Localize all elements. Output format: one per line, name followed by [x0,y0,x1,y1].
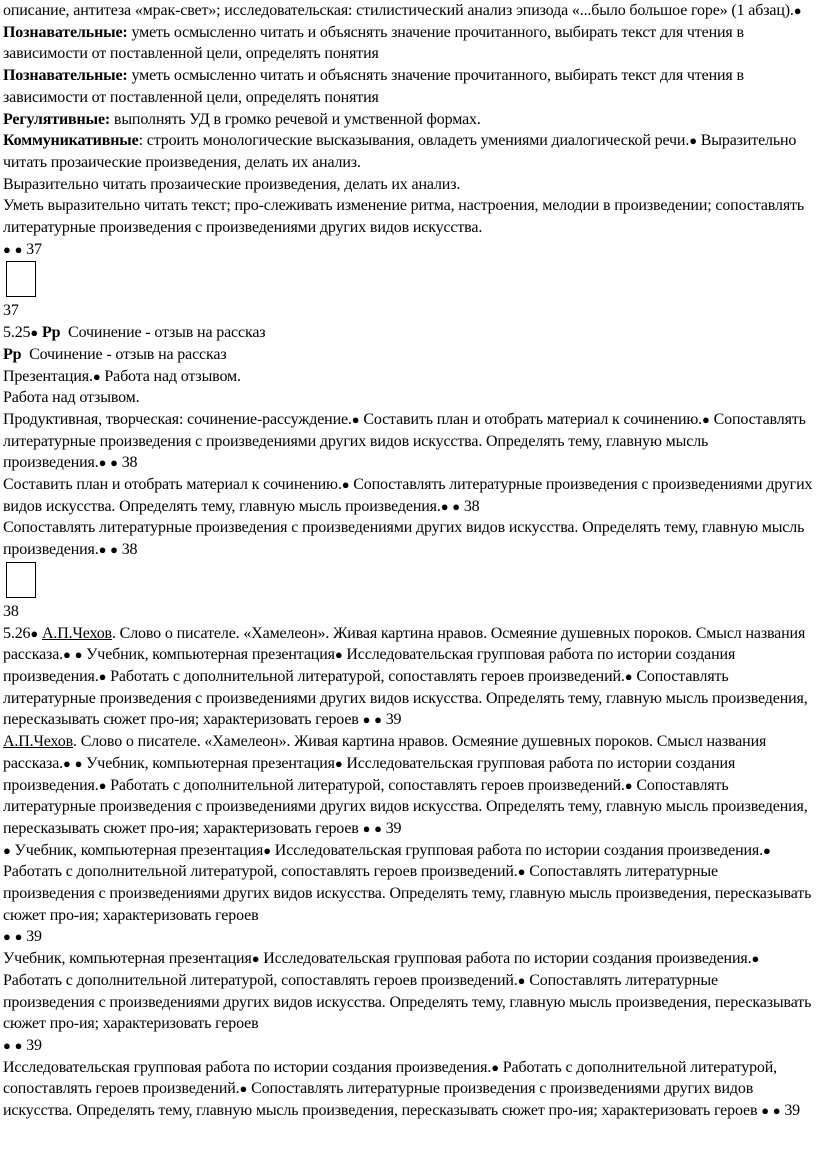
bullet-icon: ● [98,777,107,793]
lesson-title: Сочинение - отзыв на рассказ [29,345,227,363]
author-link[interactable]: А.П.Чехов [41,624,112,642]
lesson-heading [3,322,813,344]
bullet-icon: ● [74,755,83,771]
text: Составить план и отобрать материал к сочинению. [3,476,342,494]
text: Сопоставлять литературные произведения с произведениями других видов искусства. Определять тему, главную мысль произведения. [3,476,813,515]
text: Исследовательская групповая работа по истории создания произведения. [3,1058,492,1076]
bullet-icon: ● [30,325,39,341]
lesson-heading [3,623,813,732]
paragraph [3,948,813,1057]
text: Исследовательская групповая работа по истории создания произведения. [3,754,736,794]
text: Исследовательская групповая работа по истории создания произведения. [259,950,752,968]
bullet-icon: ● [98,542,107,558]
lesson-number: 5.26 [3,624,31,642]
paragraph [3,65,813,108]
heading-cognitive: Познавательные: [3,23,128,41]
author-link[interactable]: А.П.Чехов [3,733,73,751]
text: Сопоставлять литературные произведения с произведениями других видов искусства. Определять тему, главную мысль произведения. [3,410,806,472]
text: Работать с дополнительной литературой, сопоставлять героев произведений. [106,667,625,685]
page-number: 39 [385,819,402,837]
empty-cell-box [6,562,36,598]
text: Сопоставлять литературные произведения с произведениями других видов искусства. Определять тему, главную мысль произведения, пересказывать сюжет про-ия; характеризовать героев [3,1080,758,1120]
bullet-icon: ● [763,842,771,858]
text: Работа над отзывом. [100,367,241,385]
bullet-icon: ● [14,1037,23,1053]
text: Работать с дополнительной литературой, сопоставлять героев произведений. [3,971,518,989]
page-number: 38 [121,541,138,559]
page-number: 39 [385,711,402,729]
page-number: 38 [121,454,138,472]
bullet-icon: ● [14,241,23,257]
text: описание, антитеза «мрак-свет»; исследовательская: стилистический анализ эпизода «...было большое горе» (1 абзац). [3,2,794,19]
lesson-title: Сочинение - отзыв на рассказ [68,324,266,342]
heading-regulatory: Регулятивные: [3,110,111,128]
text: Сопоставлять литературные произведения с произведениями других видов искусства. Определять тему, главную мысль произведения, пересказывать сюжет про-ия; характеризовать героев [3,971,812,1033]
paragraph [3,0,813,65]
lesson-number: 5.25 [3,324,31,342]
text: уметь осмысленно читать и объяснять значение прочитанного, выбирать текст для чтения в зависимости от поставленной цели, определять понятия [3,67,744,106]
paragraph: Работа над отзывом. [3,389,140,407]
bullet-icon: ● [517,972,526,988]
heading-communicative: Коммуникативные [3,132,139,150]
text: уметь осмысленно читать и объяснять значение прочитанного, выбирать текст для чтения в зависимости от поставленной цели, определять понятия [3,23,744,63]
text: Учебник, компьютерная презентация [82,646,335,664]
text: : строить монологические высказывания, овладеть умениями диалогической речи. [138,132,690,150]
bullet-icon: ● [624,777,633,793]
text: . Слово о писателе. «Хамелеон». Живая картина нравов. Осмеяние душевных пороков. Смысл названия рассказа. [3,624,806,664]
text: Сопоставлять литературные произведения с произведениями других видов искусства. Определять тему, главную мысль произведения. [3,519,805,559]
text: Учебник, компьютерная презентация [10,841,264,859]
page-number: 39 [26,1036,42,1054]
bullet-icon: ● [751,951,760,967]
bullet-icon: ● [452,498,460,514]
text: Сопоставлять литературные произведения с произведениями других видов искусства. Определять тему, главную мысль произведения, пересказывать сюжет про-ия; характеризовать героев [3,863,812,924]
text: Работать с дополнительной литературой, сопоставлять героев произведений. [3,863,518,881]
bullet-icon: ● [63,755,71,771]
bullet-icon: ● [3,1037,11,1053]
text: Исследовательская групповая работа по истории создания произведения. [270,841,763,859]
text: Работать с дополнительной литературой, сопоставлять героев произведений. [106,776,625,794]
bullet-icon: ● [110,542,118,558]
text: Учебник, компьютерная презентация [3,950,252,968]
bullet-icon: ● [30,625,39,641]
bullet-icon: ● [374,712,382,728]
paragraph [3,474,813,517]
paragraph [3,731,813,840]
bullet-icon: ● [491,1059,499,1075]
bullet-icon: ● [702,411,710,427]
paragraph [3,109,813,131]
page-number: 39 [784,1102,801,1120]
bullet-icon: ● [3,842,11,858]
empty-cell-box [6,261,36,297]
heading-cognitive: Познавательные: [3,67,128,85]
page-number: 37 [3,302,19,320]
paragraph [3,840,813,949]
bullet-icon: ● [74,647,83,663]
paragraph [3,130,813,173]
text: Составить план и отобрать материал к сочинению. [359,410,703,428]
rr-label: Рр [3,345,22,363]
text: Продуктивная, творческая: сочинение-рассуждение. [3,410,352,428]
bullet-icon: ● [3,929,11,945]
bullet-icon: ● [772,1103,781,1119]
bullet-icon: ● [98,668,107,684]
bullet-icon: ● [334,647,343,663]
bullet-icon: ● [239,1081,248,1097]
text: Работать с дополнительной литературой, сопоставлять героев произведений. [3,1058,778,1098]
bullet-icon: ● [110,455,118,471]
paragraph: Выразительно читать прозаические произведения, делать их анализ. [3,175,461,193]
bullet-icon: ● [98,455,107,471]
bullet-icon: ● [793,3,802,18]
page-number: 37 [26,240,42,258]
bullet-icon: ● [374,820,382,836]
bullet-icon: ● [351,411,360,427]
bullet-icon: ● [362,820,371,836]
rr-label: Рр [41,324,61,342]
text: Уметь выразительно читать текст; про-слеживать изменение ритма, настроения, мелодии в произведении; сопоставлять литературные произведения с произведениями других видов искусства. [3,197,805,237]
paragraph [3,344,813,366]
bullet-icon: ● [761,1103,769,1119]
bullet-icon: ● [334,755,343,771]
text: . Слово о писателе. «Хамелеон». Живая картина нравов. Осмеяние душевных пороков. Смысл названия рассказа. [3,733,767,772]
paragraph [3,366,813,388]
text: Сопоставлять литературные произведения с произведениями других видов искусства. Определять тему, главную мысль произведения, пересказывать сюжет про-ия; характеризовать героев [3,667,808,729]
page-number: 39 [26,928,42,946]
page-number: 38 [463,497,480,515]
bullet-icon: ● [362,712,371,728]
bullet-icon: ● [517,864,526,880]
text: выполнять УД в громко речевой и умственной формах. [110,110,481,128]
bullet-icon: ● [92,368,101,384]
paragraph [3,195,813,260]
page-number: 38 [3,602,19,620]
paragraph [3,1057,813,1122]
paragraph [3,409,813,474]
bullet-icon: ● [63,647,71,663]
text: Сопоставлять литературные произведения с произведениями других видов искусства. Определять тему, главную мысль произведения, пересказывать сюжет про-ия; характеризовать героев [3,776,808,837]
paragraph [3,517,813,560]
bullet-icon: ● [3,241,11,257]
bullet-icon: ● [14,929,23,945]
bullet-icon: ● [624,668,633,684]
text: Презентация. [3,367,93,385]
text: Выразительно читать прозаические произведения, делать их анализ. [3,132,797,171]
text: Учебник, компьютерная презентация [82,754,335,772]
bullet-icon: ● [263,842,271,858]
bullet-icon: ● [689,133,697,149]
bullet-icon: ● [251,951,260,967]
bullet-icon: ● [440,498,449,514]
text: Исследовательская групповая работа по истории создания произведения. [3,646,736,685]
bullet-icon: ● [341,477,350,493]
